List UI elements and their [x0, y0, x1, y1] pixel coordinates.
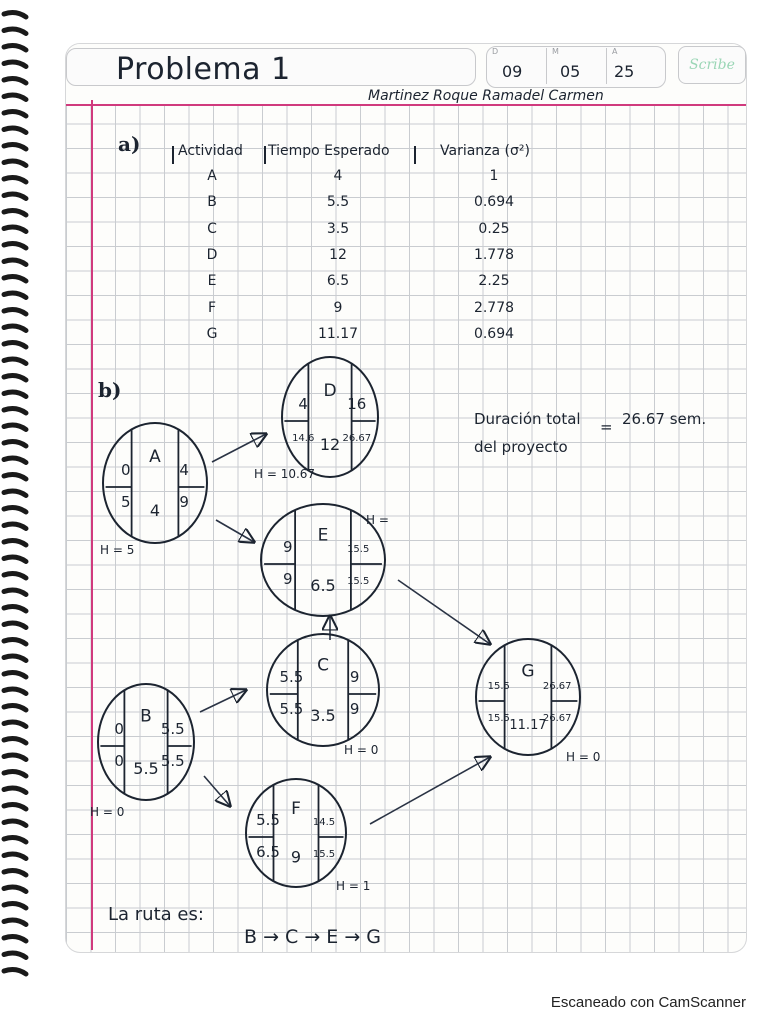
expected-time-cell: 9	[333, 299, 343, 316]
date-month-label: M	[552, 47, 559, 56]
date-month: 05	[560, 62, 581, 81]
section-a-label: a)	[118, 132, 141, 156]
node-early-finish: 16	[347, 395, 367, 413]
node-duration: 6.5	[310, 575, 336, 595]
node-slack: H = 5	[100, 543, 135, 557]
network-arrow	[216, 520, 254, 542]
node-late-finish: 15.5	[347, 576, 370, 587]
node-late-finish: 26.67	[542, 713, 572, 724]
network-arrow	[200, 690, 246, 712]
node-circle	[98, 684, 194, 800]
expected-time-cell: 11.17	[317, 325, 359, 342]
expected-time-cell: 4	[333, 168, 343, 184]
node-late-start: 5.5	[279, 700, 304, 718]
section-b-label: b)	[98, 378, 122, 402]
node-early-start: 5.5	[279, 668, 304, 686]
activity-cell: B	[207, 194, 217, 211]
node-name: E	[317, 525, 329, 546]
column-header-expected-time: Tiempo Esperado	[268, 143, 390, 159]
node-late-finish: 9	[349, 700, 360, 718]
node-early-finish: 4	[179, 461, 189, 479]
activity-cell: A	[207, 168, 217, 184]
node-late-finish: 15.5	[312, 849, 336, 860]
node-slack: H = 0	[566, 750, 601, 764]
node-late-finish: 26.67	[342, 433, 372, 444]
network-arrow	[370, 757, 490, 824]
node-late-start: 14.6	[292, 433, 315, 444]
network-arrow	[204, 776, 230, 806]
column-header-activity: Actividad	[178, 143, 243, 159]
network-edges	[200, 434, 490, 824]
node-late-start: 5	[121, 493, 131, 511]
page-title: Problema 1	[116, 52, 291, 87]
variance-cell: 1.778	[473, 246, 515, 263]
node-early-start: 5.5	[256, 811, 280, 829]
expected-time-cell: 5.5	[326, 194, 350, 211]
column-header-variance: Varianza (σ²)	[440, 143, 530, 159]
network-nodes	[90, 357, 600, 893]
node-early-finish: 14.5	[312, 817, 336, 828]
node-circle	[282, 357, 378, 477]
node-early-start: 9	[283, 538, 293, 556]
node-name: D	[323, 381, 337, 401]
node-early-start: 0	[114, 720, 124, 738]
activity-cell: D	[206, 246, 218, 263]
node-slack: H =	[366, 513, 389, 527]
node-d	[254, 357, 378, 481]
date-day-label: D	[492, 47, 499, 56]
node-circle	[103, 423, 207, 543]
network-arrow	[398, 580, 490, 644]
node-f	[246, 779, 370, 893]
node-c	[267, 634, 379, 757]
node-duration: 9	[290, 847, 302, 867]
variance-cell: 1	[489, 168, 499, 184]
duration-equals: =	[600, 418, 613, 436]
node-slack: H = 0	[90, 805, 125, 819]
activity-cell: F	[207, 299, 217, 316]
node-late-start: 6.5	[256, 843, 280, 861]
node-g	[476, 639, 600, 764]
critical-route: B → C → E → G	[244, 926, 382, 948]
node-early-finish: 9	[349, 668, 360, 686]
network-arrow	[212, 434, 266, 462]
variance-cell: 0.694	[473, 194, 515, 211]
node-late-start: 0	[114, 752, 124, 770]
node-duration: 3.5	[310, 705, 336, 725]
variance-cell: 2.778	[473, 299, 515, 316]
activity-cell: G	[206, 325, 218, 342]
node-circle	[246, 779, 346, 887]
node-name: B	[140, 706, 152, 727]
node-late-finish: 9	[179, 493, 189, 511]
duration-value: 26.67 sem.	[622, 410, 707, 428]
node-name: F	[291, 799, 301, 820]
date-year: 25	[614, 62, 635, 81]
duration-label-2: del proyecto	[474, 438, 568, 456]
date-year-label: A	[612, 47, 618, 56]
variance-cell: 2.25	[478, 273, 510, 290]
scribe-logo: Scribe	[678, 46, 746, 84]
variance-cell: 0.694	[473, 325, 515, 342]
node-early-start: 4	[298, 395, 308, 413]
node-early-finish: 26.67	[542, 681, 572, 692]
node-early-start: 0	[121, 461, 131, 479]
expected-time-cell: 6.5	[326, 273, 350, 290]
route-label: La ruta es:	[108, 904, 204, 925]
node-duration: 11.17	[509, 717, 547, 733]
node-slack: H = 10.67	[254, 467, 316, 481]
node-early-start: 15.5	[487, 681, 510, 692]
node-a	[100, 423, 207, 557]
node-name: C	[317, 655, 329, 676]
node-slack: H = 1	[336, 879, 371, 893]
node-e	[261, 504, 389, 616]
activity-cell: C	[207, 220, 217, 237]
node-duration: 5.5	[133, 758, 159, 778]
node-duration: 12	[319, 435, 341, 454]
node-circle	[267, 634, 379, 746]
node-late-finish: 5.5	[160, 752, 185, 770]
activity-cell: E	[207, 273, 217, 290]
node-duration: 4	[149, 501, 161, 520]
node-late-start: 9	[283, 570, 293, 588]
duration-label: Duración total	[474, 410, 581, 428]
node-late-start: 15.5	[487, 713, 510, 724]
node-circle	[476, 639, 580, 755]
expected-time-cell: 3.5	[326, 220, 350, 237]
author-name: Martinez Roque Ramadel Carmen	[368, 88, 604, 104]
node-name: A	[149, 447, 161, 467]
date-day: 09	[502, 62, 523, 81]
scan-footer: Escaneado con CamScanner	[550, 994, 746, 1011]
node-slack: H = 0	[344, 743, 379, 757]
variance-cell: 0.25	[478, 220, 510, 237]
node-early-finish: 5.5	[160, 720, 185, 738]
node-b	[90, 684, 194, 819]
expected-time-cell: 12	[329, 246, 347, 263]
node-name: G	[521, 661, 535, 682]
node-early-finish: 15.5	[347, 544, 370, 555]
